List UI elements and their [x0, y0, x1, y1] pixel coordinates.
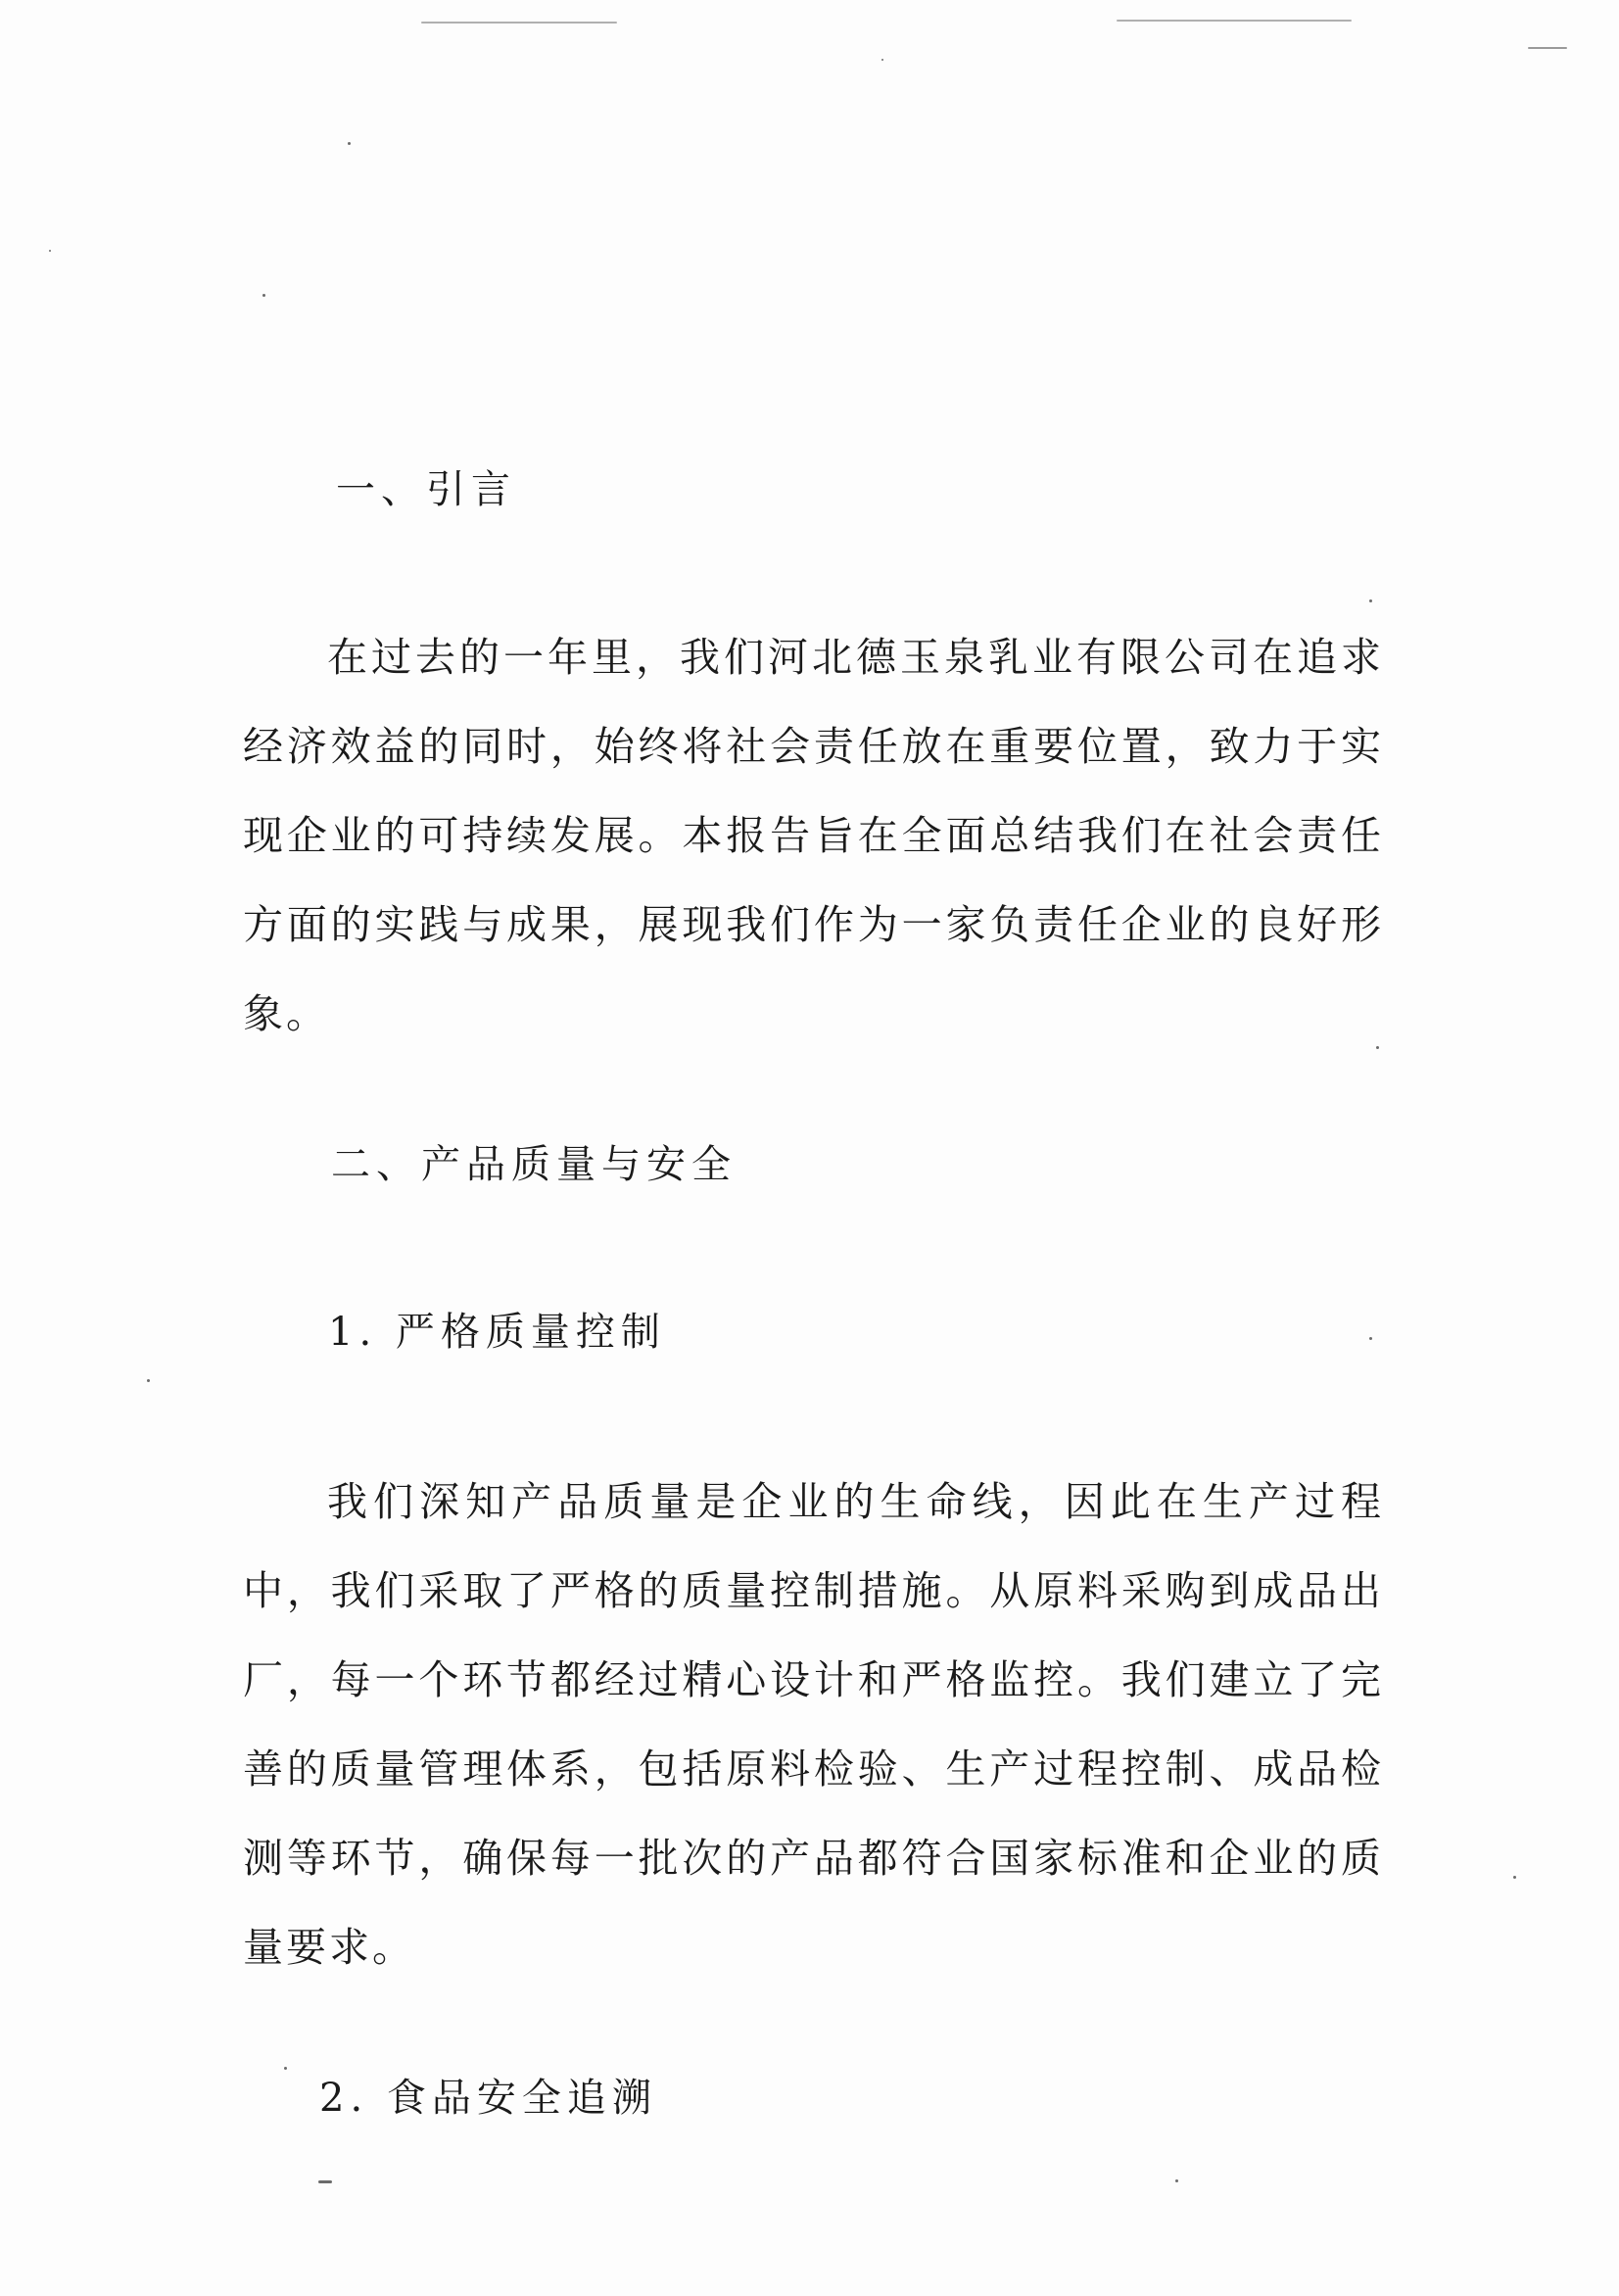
intro-paragraph: 在过去的一年里，我们河北德玉泉乳业有限公司在追求经济效益的同时，始终将社会责任放在重要位置，致力于实现企业的可持续发展。本报告旨在全面总结我们在社会责任方面的实践与成果，展现我们作为一家负责任企业的良好形象。 — [243, 634, 1384, 1037]
scan-speck — [348, 142, 351, 145]
scan-speck — [1369, 1337, 1372, 1340]
scan-speck — [284, 2067, 287, 2070]
scan-speck — [1513, 1876, 1516, 1879]
scan-speck — [1528, 47, 1567, 49]
scan-speck — [49, 250, 51, 252]
section-heading-intro: 一、引言 — [336, 467, 516, 512]
quality-control-paragraph: 我们深知产品质量是企业的生命线，因此在生产过程中，我们采取了严格的质量控制措施。从原料采购到成品出厂，每一个环节都经过精心设计和严格监控。我们建立了完善的质量管理体系，包括原料检验、生产过程控制、成品检测等环节，确保每一批次的产品都符合国家标准和企业的质量要求。 — [243, 1478, 1384, 1971]
scan-speck — [262, 294, 265, 297]
subsection-heading-food-safety: 2. 食品安全追溯 — [319, 2076, 657, 2121]
scan-speck — [147, 1379, 150, 1382]
scan-speck — [1369, 599, 1372, 602]
subsection-heading-quality-control: 1. 严格质量控制 — [328, 1310, 666, 1355]
scan-speck — [421, 22, 617, 24]
section-heading-quality: 二、产品质量与安全 — [331, 1142, 737, 1187]
scan-speck — [1117, 20, 1352, 22]
scan-speck — [881, 59, 883, 61]
scan-speck — [318, 2180, 332, 2183]
scan-speck — [1175, 2179, 1178, 2182]
